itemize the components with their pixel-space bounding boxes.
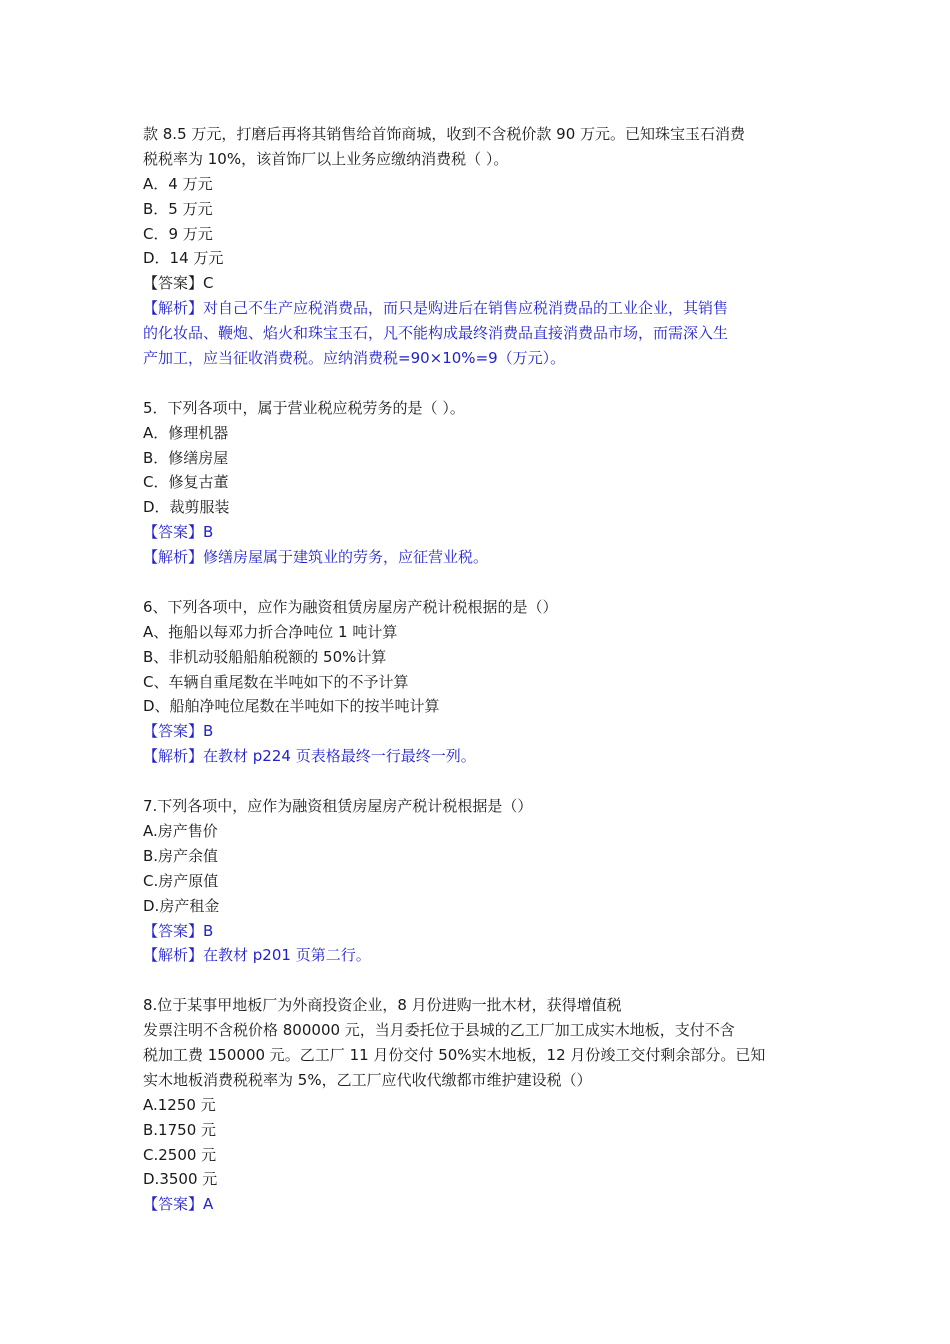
q8-option-b: B.1750 元 [143, 1120, 217, 1139]
paragraph-gap [143, 371, 815, 396]
q5-option-b: B．修缮房屋 [143, 448, 229, 467]
q5-analysis: 【解析】修缮房屋属于建筑业的劳务，应征营业税。 [143, 548, 489, 567]
q5-stem: 5．下列各项中，属于营业税应税劳务的是（ ）。 [143, 398, 465, 417]
q7-stem: 7.下列各项中，应作为融资租赁房屋房产税计税根据是（） [143, 797, 533, 816]
q4-option-b: B．5 万元 [143, 199, 213, 218]
q4-analysis-line: 【解析】对自己不生产应税消费品，而只是购进后在销售应税消费品的工业企业，其销售 [143, 299, 729, 318]
q7-option-d: D.房产租金 [143, 896, 220, 915]
q5-option-a: A．修理机器 [143, 423, 229, 442]
q4-option-d: D．14 万元 [143, 249, 224, 268]
q4-option-c: C．9 万元 [143, 224, 213, 243]
q6-analysis: 【解析】在教材 p224 页表格最终一行最终一列。 [143, 747, 476, 766]
q8-stem-line: 发票注明不含税价格 800000 元，当月委托位于县城的乙工厂加工成实木地板，支付不含 [143, 1021, 735, 1040]
q7-option-b: B.房产余值 [143, 846, 219, 865]
q4-option-a: A．4 万元 [143, 174, 213, 193]
q8-option-c: C.2500 元 [143, 1145, 217, 1164]
q5-option-d: D．裁剪服装 [143, 498, 230, 517]
q4-analysis-line: 产加工，应当征收消费税。应纳消费税=90×10%=9（万元）。 [143, 349, 566, 368]
q8-stem-line: 实木地板消费税税率为 5%，乙工厂应代收代缴都市维护建设税（） [143, 1070, 592, 1089]
q4-stem-line: 税税率为 10%，该首饰厂以上业务应缴纳消费税（ ）。 [143, 149, 509, 168]
q5-option-c: C．修复古董 [143, 473, 229, 492]
q7-option-a: A.房产售价 [143, 821, 218, 840]
q8-option-a: A.1250 元 [143, 1095, 216, 1114]
q8-option-d: D.3500 元 [143, 1170, 218, 1189]
q8-answer: 【答案】A [143, 1195, 214, 1214]
q6-option-b: B、非机动驳船船舶税额的 50%计算 [143, 647, 387, 666]
paragraph-gap [143, 968, 815, 993]
q4-answer: 【答案】C [143, 274, 214, 293]
q6-option-d: D、船舶净吨位尾数在半吨如下的按半吨计算 [143, 697, 440, 716]
q4-analysis-line: 的化妆品、鞭炮、焰火和珠宝玉石，凡不能构成最终消费品直接消费品市场，而需深入生 [143, 324, 729, 343]
q6-option-a: A、拖船以每邓力折合净吨位 1 吨计算 [143, 622, 398, 641]
q5-answer: 【答案】B [143, 523, 214, 542]
q7-option-c: C.房产原值 [143, 871, 219, 890]
q6-option-c: C、车辆自重尾数在半吨如下的不予计算 [143, 672, 409, 691]
q7-answer: 【答案】B [143, 921, 214, 940]
q8-stem-line: 8.位于某事甲地板厂为外商投资企业，8 月份进购一批木材，获得增值税 [143, 996, 622, 1015]
paragraph-gap [143, 570, 815, 595]
q4-stem-line: 款 8.5 万元，打磨后再将其销售给首饰商城，收到不含税价款 90 万元。已知珠宝玉石消费 [143, 125, 746, 143]
document-body [143, 122, 815, 1217]
q6-stem: 6、下列各项中，应作为融资租赁房屋房产税计税根据的是（） [143, 597, 558, 616]
q7-analysis: 【解析】在教材 p201 页第二行。 [143, 946, 371, 965]
q8-stem-line: 税加工费 150000 元。乙工厂 11 月份交付 50%实木地板，12 月份竣工交付剩余部分。已知 [143, 1045, 766, 1064]
paragraph-gap [143, 769, 815, 794]
q6-answer: 【答案】B [143, 722, 214, 741]
